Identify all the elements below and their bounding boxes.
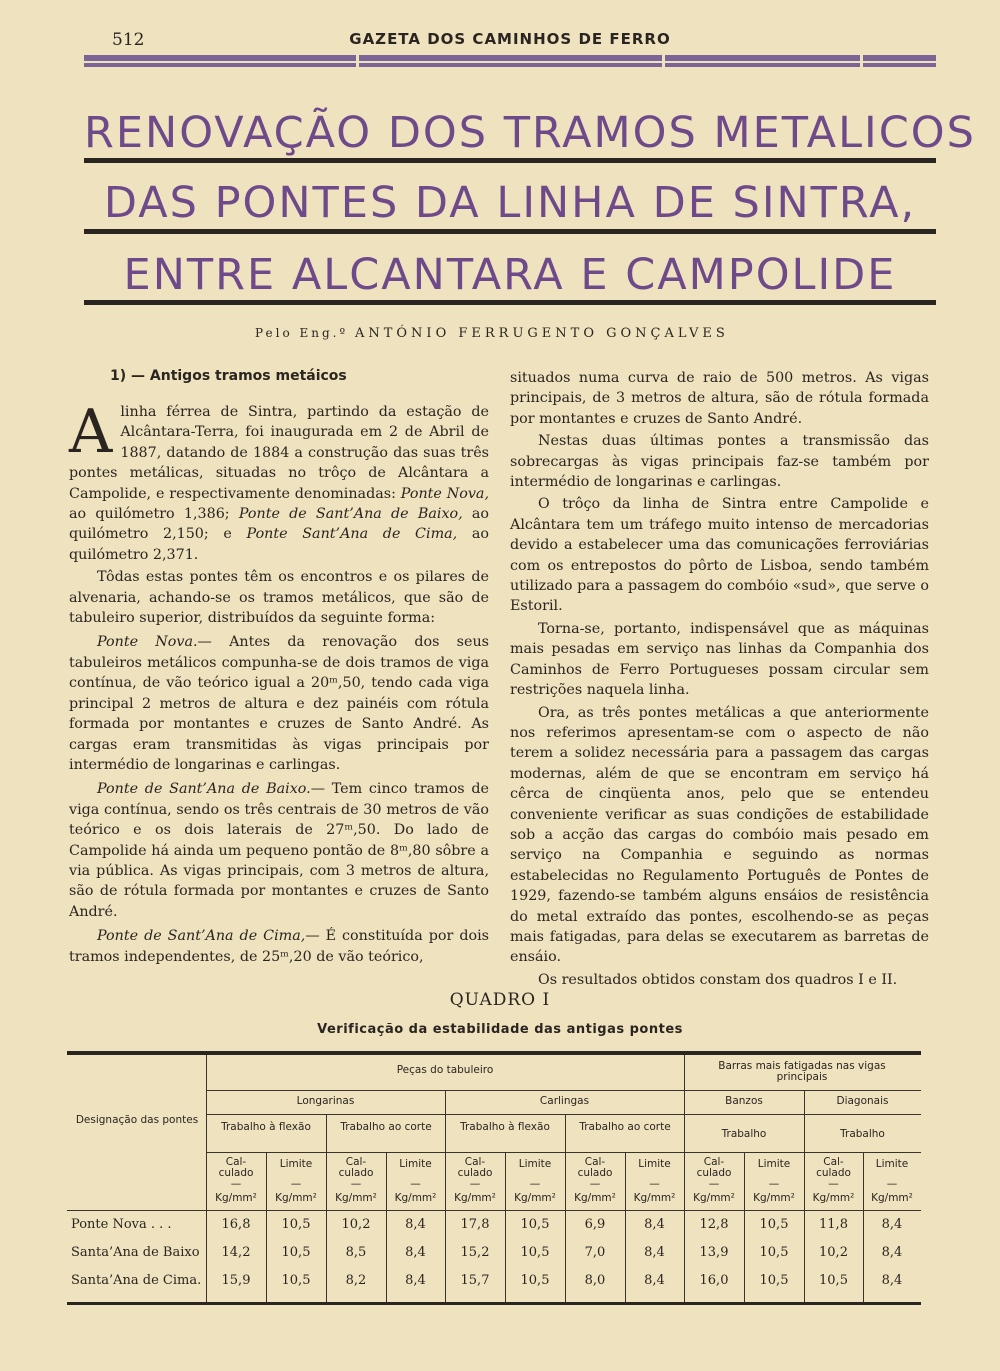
- header-rule: [206, 1114, 921, 1115]
- header-rule-gap: [662, 53, 665, 69]
- table-cell: 8,2: [345, 1273, 367, 1288]
- header-unit: Kg/mm²: [633, 1192, 676, 1204]
- header-designacao: Designação das pontes: [75, 1114, 199, 1126]
- header-corte: Trabalho ao corte: [579, 1121, 671, 1133]
- article-title-line-1: RENOVAÇÃO DOS TRAMOS METALICOS: [84, 108, 976, 158]
- header-calculado: Cal- culado: [577, 1156, 613, 1179]
- paragraph: Os resultados obtidos constam dos quadros I e II.: [538, 971, 898, 988]
- header-pecas: Peças do tabuleiro: [396, 1064, 494, 1076]
- page-number: 512: [112, 30, 145, 50]
- table-cell: 10,5: [520, 1245, 550, 1260]
- header-calculado: Cal- culado: [457, 1156, 493, 1179]
- bridge-name: Ponte de Sant’Ana de Baixo.: [97, 781, 311, 798]
- header-limite: Limite: [875, 1158, 909, 1170]
- row-bridge-name: Santa’Ana de Baixo: [71, 1245, 200, 1260]
- table-caption: QUADRO I: [449, 990, 551, 1010]
- header-calculado: Cal- culado: [696, 1156, 732, 1179]
- header-barras: Barras mais fatigadas nas vigas principais: [718, 1060, 886, 1083]
- paragraph: situados numa curva de raio de 500 metros. As vigas principais, de 3 metros de altura, são de rótula formada por montantes e cruzes de Santo André.: [510, 370, 929, 427]
- table-cell: 10,2: [341, 1217, 371, 1232]
- header-dash: —: [290, 1178, 302, 1190]
- paragraph: Ora, as três pontes metálicas a que anteriormente nos referimos apresentam-se com o aspecto de não terem a solidez necessária para a passagem das cargas modernas, além de que se encontram em serviço há cêrca de cinqüenta anos, pelo que se entendeu conveniente verificar as suas condições de estabilidade sob a acção das cargas do combóio mais pesado em serviço na Companhia e seguindo as normas estabelecidas no Regulamento Português de Pontes de 1929, fazendo-se também alguns ensáios de resistência do metal extraído das pontes, escolhendo-se as peças mais fatigadas, para delas se executarem as barretas de ensáio.: [510, 704, 929, 966]
- header-flexao: Trabalho à flexão: [460, 1121, 550, 1133]
- table-cell: 6,9: [584, 1217, 606, 1232]
- header-body-rule: [67, 1210, 921, 1211]
- table-cell: 14,2: [221, 1245, 251, 1260]
- title-rule: [84, 158, 936, 163]
- paragraph: [69, 632, 489, 775]
- row-bridge-name: Santa’Ana de Cima.: [71, 1273, 202, 1288]
- table-subtitle: Verificação da estabilidade das antigas pontes: [317, 1022, 683, 1037]
- bridge-name: Ponte Sant’Ana de Cima,: [246, 526, 458, 543]
- table-cell: 16,0: [699, 1273, 729, 1288]
- table-cell: 10,5: [759, 1217, 789, 1232]
- paragraph-text: — É constituída por dois tramos independentes, de 25ᵐ,20 de vão teórico,: [69, 928, 489, 965]
- table-cell: 8,4: [405, 1217, 426, 1232]
- header-dash: —: [768, 1178, 780, 1190]
- header-rule-gap: [356, 53, 359, 69]
- header-banzos: Banzos: [725, 1095, 763, 1107]
- header-trabalho: Trabalho: [840, 1128, 885, 1140]
- table-cell: 8,4: [405, 1245, 426, 1260]
- table-cell: 8,4: [644, 1217, 665, 1232]
- title-rule: [84, 300, 936, 305]
- table-cell: 10,5: [281, 1217, 311, 1232]
- header-limite: Limite: [757, 1158, 791, 1170]
- bridge-name: Ponte de Sant’Ana de Baixo,: [238, 506, 463, 523]
- paragraph: Torna-se, portanto, indispensável que as máquinas mais pesadas em serviço nas linhas da Companhia dos Caminhos de Ferro Portugueses possam circular sem restrições naquela linha.: [510, 620, 929, 699]
- byline-prefix: Pelo Eng.º: [255, 326, 349, 340]
- table-cell: 10,5: [819, 1273, 848, 1288]
- header-rule: [84, 55, 936, 61]
- table-cell: 16,8: [221, 1217, 251, 1232]
- bridge-name: Ponte Nova.: [97, 634, 198, 651]
- table-cell: 8,4: [881, 1217, 903, 1232]
- header-dash: —: [708, 1178, 720, 1190]
- table-cell: 8,4: [881, 1273, 903, 1288]
- header-limite: Limite: [638, 1158, 671, 1170]
- stability-table: [67, 1051, 921, 1305]
- paragraph: [69, 397, 490, 565]
- header-diagonais: Diagonais: [836, 1095, 889, 1107]
- table-cell: 8,0: [584, 1273, 606, 1288]
- header-carlingas: Carlingas: [539, 1095, 590, 1107]
- table-cell: 17,8: [460, 1217, 490, 1232]
- header-calculado: Cal- culado: [816, 1156, 851, 1179]
- header-limite: Limite: [518, 1158, 552, 1170]
- header-dash: —: [350, 1178, 362, 1190]
- table-cell: 15,9: [221, 1273, 251, 1288]
- header-dash: —: [529, 1178, 541, 1190]
- article-title-line-2: DAS PONTES DA LINHA DE SINTRA,: [103, 178, 917, 228]
- table-cell: 15,2: [460, 1245, 490, 1260]
- table-cell: 11,8: [819, 1217, 848, 1232]
- section-heading: 1) — Antigos tramos metáicos: [110, 368, 347, 384]
- header-corte: Trabalho ao corte: [340, 1121, 432, 1133]
- paragraph: Tôdas estas pontes têm os encontros e os pilares de alvenaria, achando-se os tramos metálicos, que são de tabuleiro superior, distribuídos da seguinte forma:: [69, 569, 489, 627]
- table-cell: 13,9: [699, 1245, 729, 1260]
- title-rule: [84, 229, 936, 234]
- table-cell: 10,5: [281, 1245, 311, 1260]
- header-dash: —: [649, 1178, 660, 1190]
- table-cell: 8,4: [881, 1245, 903, 1260]
- paragraph-text: ao quilómetro 1,386;: [69, 506, 230, 523]
- header-unit: Kg/mm²: [693, 1192, 735, 1204]
- header-dash: —: [230, 1178, 242, 1190]
- paragraph: O trôço da linha de Sintra entre Campolide e Alcântara tem um tráfego muito intenso de mercadorias devido a estabelecer uma das comunicações ferroviárias com os entrepostos do pôrto de Lisboa, sendo também utilizado para a passagem do combóio «sud», que serve o Estoril.: [510, 496, 929, 615]
- table-cell: 7,0: [584, 1245, 606, 1260]
- header-unit: Kg/mm²: [574, 1192, 616, 1204]
- table-cell: 8,4: [644, 1245, 665, 1260]
- table-cell: 12,8: [699, 1217, 729, 1232]
- drop-cap: A: [69, 397, 113, 467]
- paragraph-text: ao quilómetro 2,150; e: [69, 506, 490, 543]
- header-unit: Kg/mm²: [335, 1192, 377, 1204]
- header-rule-gap: [860, 53, 863, 69]
- table-cell: 10,2: [819, 1245, 848, 1260]
- author-name: ANTÓNIO FERRUGENTO GONÇALVES: [354, 326, 729, 341]
- paragraph-text: — Tem cinco tramos de viga contínua, sendo os três centrais de 30 metros de vão teórico e os dois laterais de 27ᵐ,50. Do lado de Campolide há ainda um pequeno pontão de 8ᵐ,80 sôbre a via pública. As vigas principais, com 3 metros de altura, são de rótula formada por montantes e cruzes de Santo André.: [69, 781, 489, 920]
- bridge-name: Ponte de Sant’Ana de Cima,: [97, 928, 306, 945]
- header-calculado: Cal- culado: [338, 1156, 374, 1179]
- header-flexao: Trabalho à flexão: [221, 1121, 311, 1133]
- paragraph-text: — Antes da renovação dos seus tabuleiros metálicos compunha-se de dois tramos de viga contínua, de vão teórico igual a 20ᵐ,50, tendo cada viga principal 2 metros de altura e dez painéis com rótula formada por montantes e cruzes de Santo André. As cargas eram transmitidas às vigas principais por intermédio de longarinas e carlingas.: [69, 634, 489, 773]
- right-column: [510, 368, 929, 992]
- header-unit: Kg/mm²: [753, 1192, 795, 1204]
- left-column: [69, 397, 490, 969]
- paragraph: [69, 779, 489, 922]
- table-cell: 10,5: [281, 1273, 311, 1288]
- bridge-name: Ponte Nova,: [400, 485, 489, 502]
- header-dash: —: [410, 1178, 421, 1190]
- header-unit: Kg/mm²: [454, 1192, 496, 1204]
- table-top-rule: [67, 1051, 921, 1055]
- header-limite: Limite: [399, 1158, 432, 1170]
- header-unit: Kg/mm²: [394, 1192, 437, 1204]
- table-cell: 8,4: [405, 1273, 426, 1288]
- header-dash: —: [469, 1178, 481, 1190]
- header-limite: Limite: [279, 1158, 313, 1170]
- header-unit: Kg/mm²: [514, 1192, 556, 1204]
- header-unit: Kg/mm²: [215, 1192, 257, 1204]
- header-rule: [206, 1152, 921, 1153]
- header-dash: —: [828, 1178, 839, 1190]
- paragraph-text: ao quilómetro 2,371.: [69, 526, 490, 563]
- table-cell: 10,5: [520, 1273, 550, 1288]
- header-unit: Kg/mm²: [871, 1192, 913, 1204]
- row-bridge-name: Ponte Nova . . .: [71, 1217, 172, 1232]
- header-dash: —: [886, 1178, 898, 1190]
- paragraph: Nestas duas últimas pontes a transmissão das sobrecargas às vigas principais faz-se também por intermédio de longarinas e carlingas.: [510, 433, 929, 491]
- header-unit: Kg/mm²: [812, 1192, 855, 1204]
- header-rule: [206, 1090, 921, 1091]
- table-cell: 15,7: [460, 1273, 490, 1288]
- journal-title: GAZETA DOS CAMINHOS DE FERRO: [349, 30, 671, 48]
- header-longarinas: Longarinas: [296, 1095, 355, 1107]
- table-cell: 8,5: [345, 1245, 367, 1260]
- header-rule-thin: [84, 63, 936, 67]
- table-cell: 10,5: [759, 1273, 789, 1288]
- byline: [255, 326, 729, 341]
- header-calculado: Cal- culado: [218, 1156, 254, 1179]
- header-trabalho: Trabalho: [721, 1128, 767, 1140]
- article-title-line-3: ENTRE ALCANTARA E CAMPOLIDE: [123, 250, 897, 300]
- table-cell: 10,5: [759, 1245, 789, 1260]
- table-cell: 10,5: [520, 1217, 550, 1232]
- paragraph: [69, 926, 489, 967]
- paragraph-text: linha férrea de Sintra, partindo da estação de Alcântara-Terra, foi inaugurada em 2 de Abril de 1887, datando de 1884 a construção das suas três pontes metálicas, situadas no trôço de Alcântara a Campolide, e respectivamente denominadas:: [69, 404, 489, 502]
- header-unit: Kg/mm²: [275, 1192, 317, 1204]
- header-dash: —: [589, 1178, 601, 1190]
- table-bottom-rule: [67, 1302, 921, 1305]
- table-cell: 8,4: [644, 1273, 665, 1288]
